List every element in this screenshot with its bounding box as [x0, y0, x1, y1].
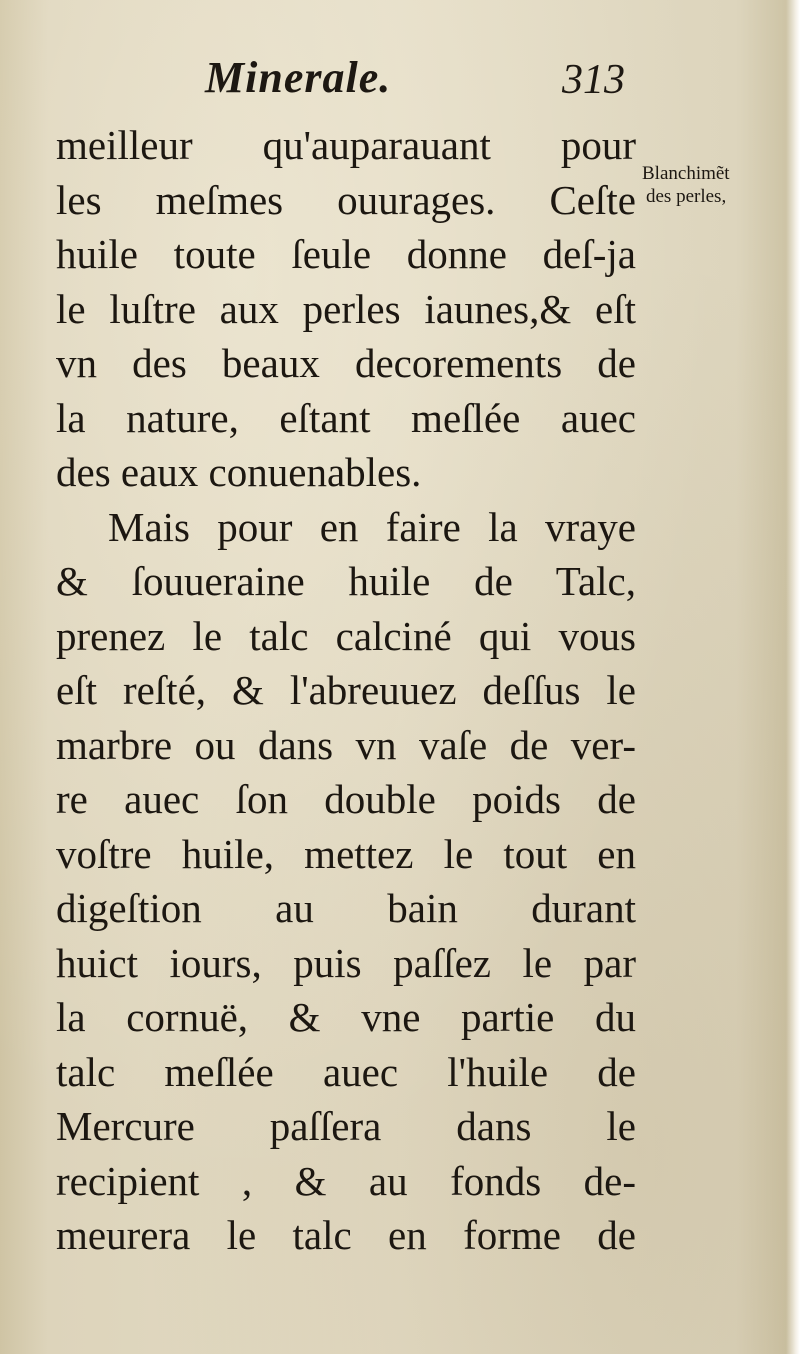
running-head: Minerale. [205, 53, 392, 102]
text-line: re auec ſon double poids de [56, 776, 636, 822]
page-number: 313 [562, 57, 625, 103]
body-text [56, 118, 636, 1263]
marginal-note [642, 162, 792, 208]
text-line: digeſtion au bain durant [56, 885, 636, 931]
page-edge [786, 0, 800, 1354]
marginal-note-line: Blanchimẽt [642, 163, 730, 184]
text-line: les meſmes ouurages. Ceſte [56, 176, 636, 223]
text-line: Mais pour en faire la vraye [108, 503, 636, 550]
text-line: recipient , & au fonds de- [56, 1157, 636, 1204]
text-line: prenez le talc calciné qui vous [56, 612, 636, 659]
text-line: vn des beaux decorements de [56, 340, 636, 386]
text-line: Mercure paſſera dans le [56, 1103, 636, 1149]
text-line: eſt reſté, & l'abreuuez deſſus le [56, 667, 636, 713]
text-line: meilleur qu'auparauant pour [56, 122, 636, 168]
text-line: voſtre huile, mettez le tout en [56, 830, 636, 877]
text-line: le luſtre aux perles iaunes,& eſt [56, 285, 636, 332]
text-line: talc meſlée auec l'huile de [56, 1048, 636, 1095]
text-line: huile toute ſeule donne deſ-ja [56, 231, 636, 277]
text-line: des eaux conuenables. [56, 449, 422, 495]
text-line: meurera le talc en forme de [56, 1212, 636, 1258]
text-line: & ſouueraine huile de Talc, [56, 558, 636, 604]
page-header [205, 52, 635, 112]
text-line: la cornuë, & vne partie du [56, 994, 636, 1040]
text-line: huict iours, puis paſſez le par [56, 939, 636, 986]
marginal-note-line: des perles, [646, 186, 727, 207]
text-line: la nature, eſtant meſlée auec [56, 394, 636, 441]
text-line: marbre ou dans vn vaſe de ver- [56, 721, 636, 768]
